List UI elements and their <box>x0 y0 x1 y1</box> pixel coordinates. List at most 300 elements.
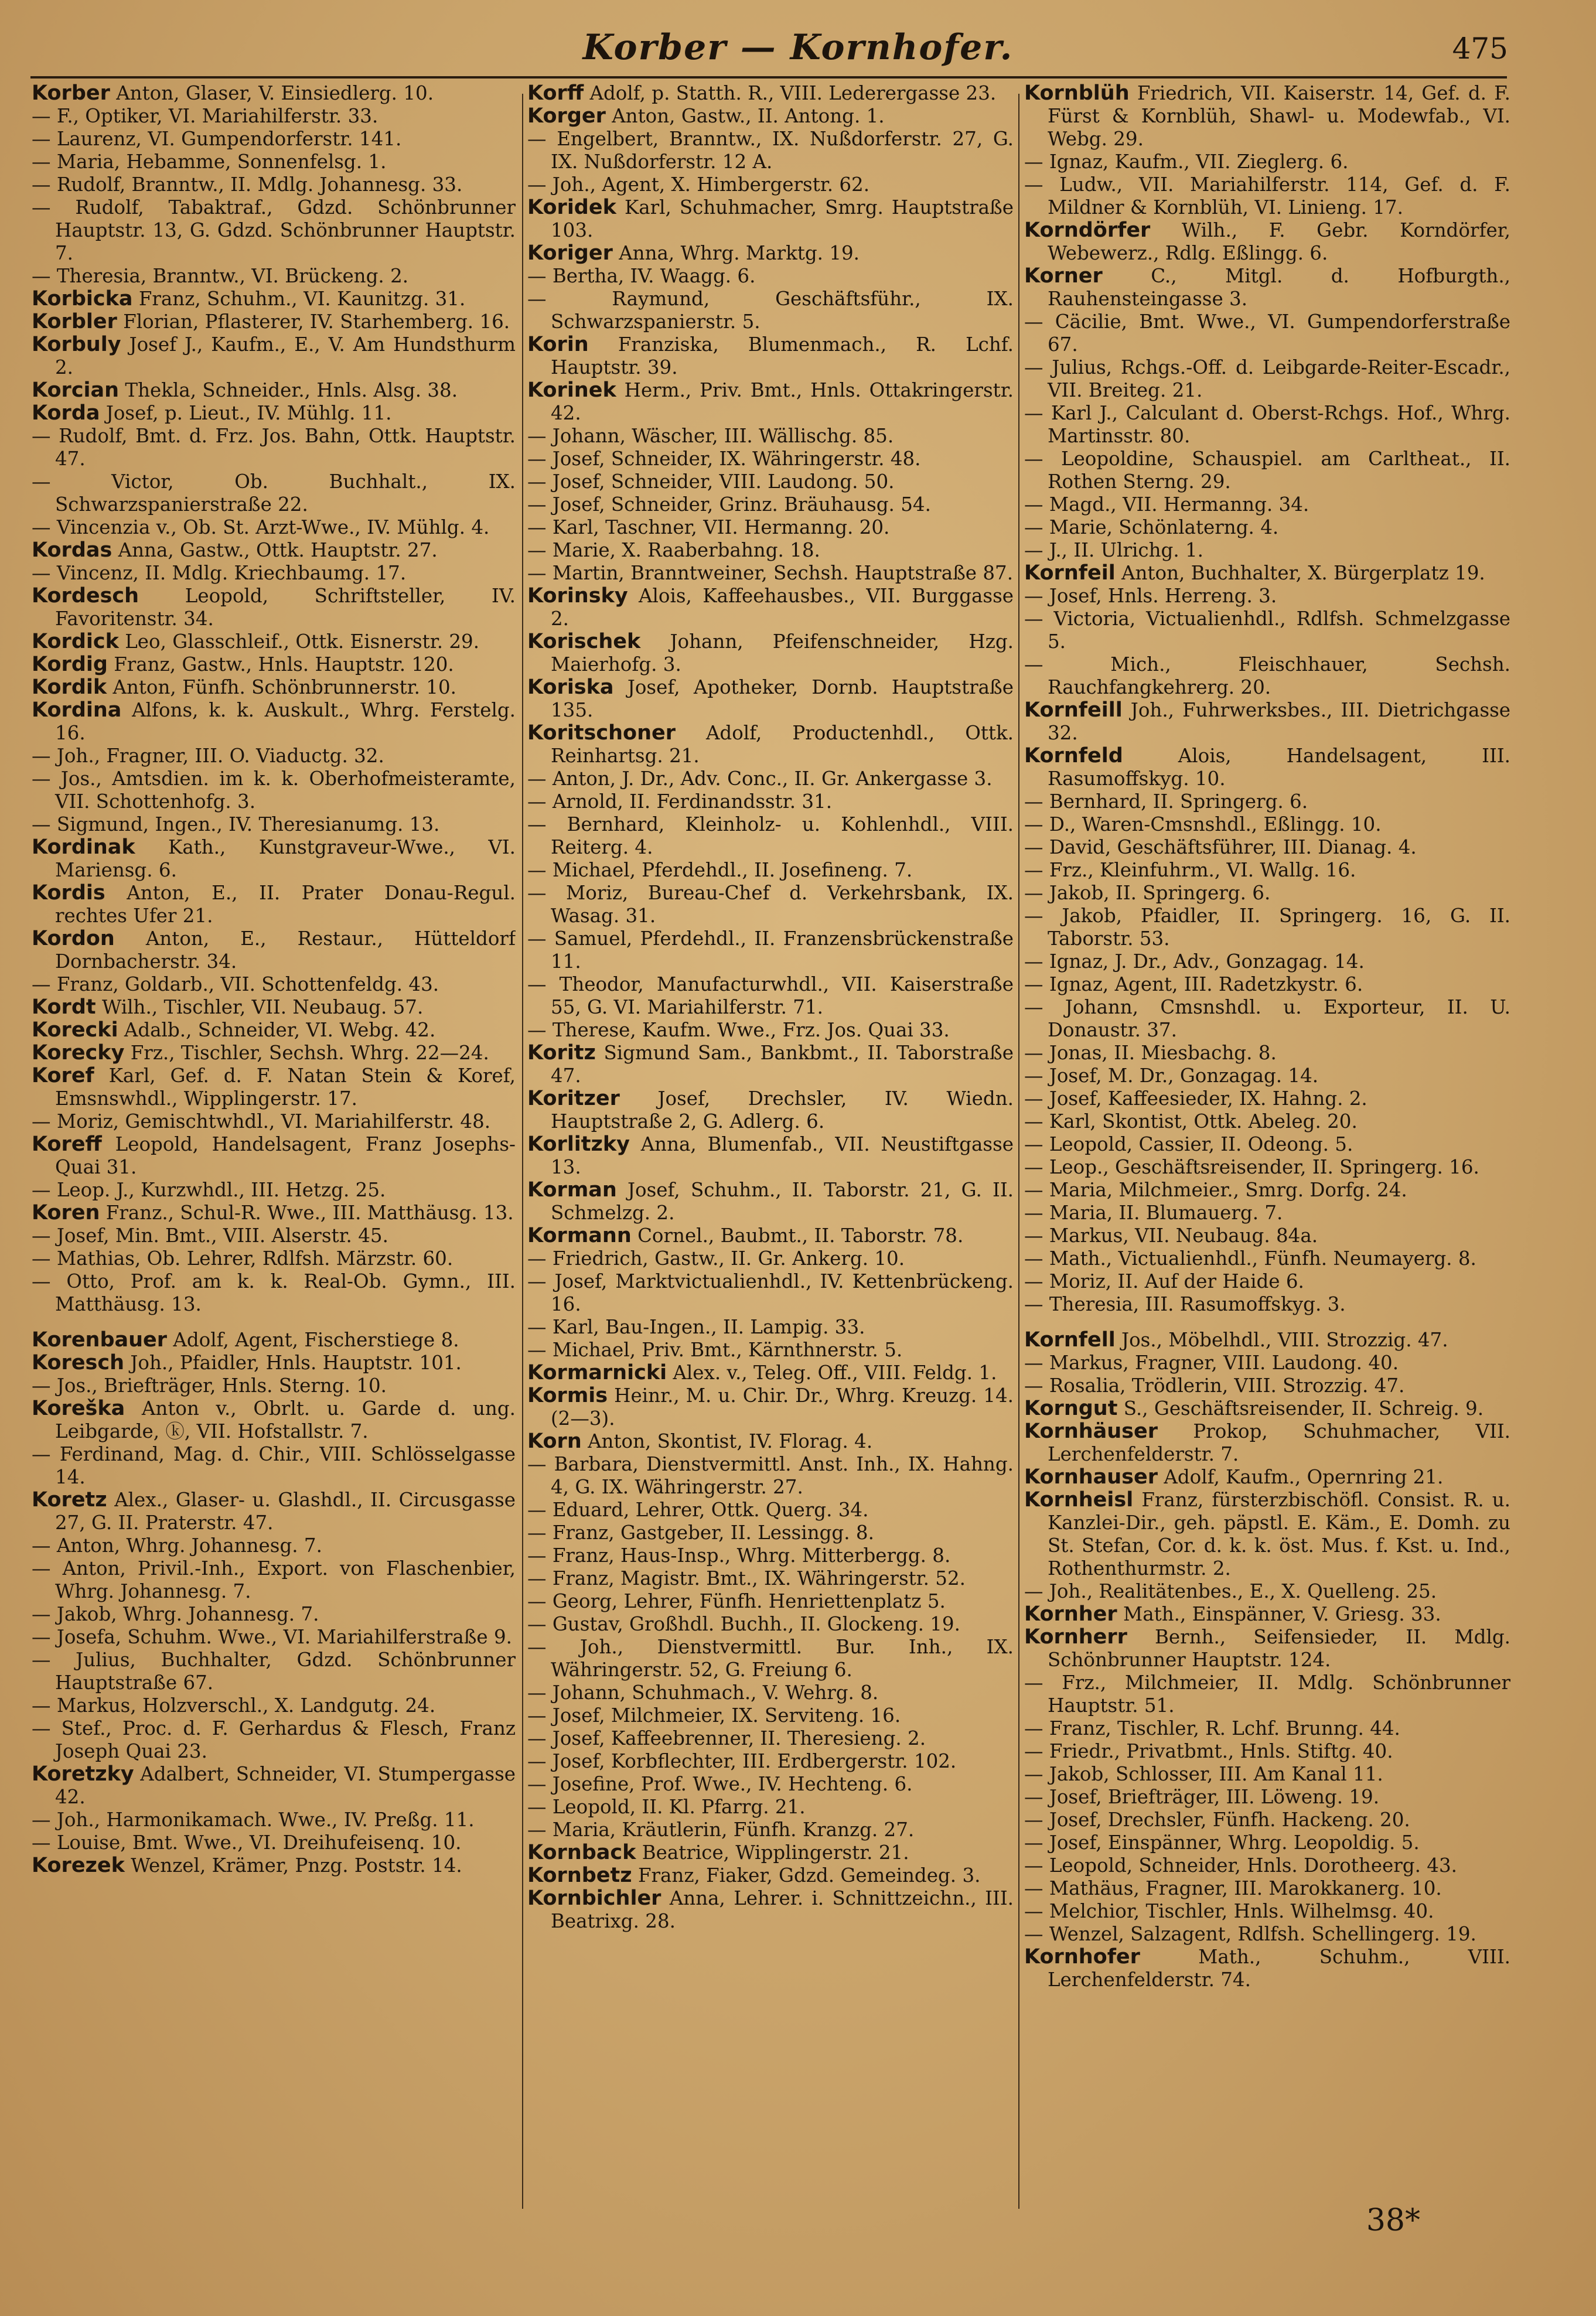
entry-text: — Melchior, Tischler, Hnls. Wilhelmsg. 40. <box>1024 1900 1434 1922</box>
entry-surname: Korecki <box>32 1018 118 1042</box>
directory-entry <box>32 1603 516 1626</box>
entry-text: — Sigmund, Ingen., IV. Theresianumg. 13. <box>32 813 440 835</box>
directory-entry <box>527 1430 1014 1453</box>
entry-text: — Jos., Amtsdien. im k. k. Oberhofmeisteramte, VII. Schottenhofg. 3. <box>32 768 516 813</box>
entry-text: — Victor, Ob. Buchhalt., IX. Schwarzspanierstraße 22. <box>32 470 516 516</box>
directory-entry <box>32 1374 516 1397</box>
entry-text: — Franz, Magistr. Bmt., IX. Währingerstr. 52. <box>527 1567 966 1590</box>
entry-surname: Korecky <box>32 1041 125 1065</box>
entry-text: — Laurenz, VI. Gumpendorferstr. 141. <box>32 128 402 150</box>
entry-surname: Koreška <box>32 1397 125 1420</box>
entry-text: — Joh., Fragner, III. O. Viaductg. 32. <box>32 745 384 767</box>
entry-text: S., Geschäftsreisender, II. Schreig. 9. <box>1117 1397 1484 1420</box>
directory-entry <box>527 288 1014 333</box>
entry-text: Karl, Gef. d. F. Natan Stein & Koref, Emsnswhdl., Wipplingerstr. 17. <box>55 1065 516 1110</box>
directory-entry <box>1024 1740 1510 1763</box>
column-divider <box>522 94 523 2209</box>
entry-surname: Korinsky <box>527 584 628 608</box>
directory-entry <box>1024 699 1510 745</box>
directory-entry <box>527 425 1014 448</box>
entry-text: — Frz., Milchmeier, II. Mdlg. Schönbrunner Hauptstr. 51. <box>1024 1672 1510 1717</box>
entry-text: — Rudolf, Bmt. d. Frz. Jos. Bahn, Ottk. Hauptstr. 47. <box>32 425 516 470</box>
directory-entry <box>32 379 516 402</box>
directory-entry <box>32 813 516 836</box>
directory-entry <box>527 1019 1014 1042</box>
entry-text: Math., Schuhm., VIII. Lerchenfelderstr. 74. <box>1048 1946 1510 1991</box>
entry-text: Leo, Glasschleif., Ottk. Eisnerstr. 29. <box>118 630 480 653</box>
entry-text: — Josef, Min. Bmt., VIII. Alserstr. 45. <box>32 1224 388 1247</box>
directory-entry <box>32 1042 516 1065</box>
directory-entry <box>32 539 516 562</box>
entry-text: Heinr., M. u. Chir. Dr., Whrg. Kreuzg. 14. (2—3). <box>551 1384 1014 1430</box>
entry-text: Anton, Buchhalter, X. Bürgerplatz 19. <box>1115 562 1485 584</box>
entry-text: — Friedrich, Gastw., II. Gr. Ankerg. 10. <box>527 1247 905 1270</box>
directory-entry <box>32 1270 516 1316</box>
directory-entry <box>32 1831 516 1854</box>
entry-text: Adalb., Schneider, VI. Webg. 42. <box>118 1019 436 1041</box>
directory-entry <box>1024 562 1510 585</box>
directory-entry <box>1024 1247 1510 1270</box>
entry-text: Franziska, Blumenmach., R. Lchf. Hauptstr. 39. <box>551 333 1014 378</box>
entry-surname: Korn <box>527 1430 582 1453</box>
entry-text: Wilh., F. Gebr. Korndörfer, Webewerz., Rdlg. Eßlingg. 6. <box>1048 219 1510 264</box>
directory-entry <box>1024 1133 1510 1156</box>
entry-text: — David, Geschäftsführer, III. Dianag. 4. <box>1024 836 1417 858</box>
entry-text: — Vincenzia v., Ob. St. Arzt-Wwe., IV. Mühlg. 4. <box>32 516 490 538</box>
entry-text: — Johann, Cmsnshdl. u. Exporteur, II. U. Donaustr. 37. <box>1024 996 1510 1041</box>
directory-entry <box>1024 1420 1510 1466</box>
directory-entry <box>1024 311 1510 356</box>
entry-text: — Joh., Realitätenbes., E., X. Quelleng. 25. <box>1024 1580 1437 1602</box>
entry-text: — Maria, Kräutlerin, Fünfh. Kranzg. 27. <box>527 1819 915 1841</box>
directory-entry <box>32 676 516 699</box>
directory-entry <box>1024 996 1510 1042</box>
entry-text: Bernh., Seifensieder, II. Mdlg. Schönbrunner Hauptstr. 124. <box>1048 1626 1510 1671</box>
directory-entry <box>527 128 1014 173</box>
directory-entry <box>1024 1466 1510 1489</box>
directory-entry <box>527 1704 1014 1727</box>
directory-entry <box>527 1841 1014 1864</box>
directory-entry <box>1024 813 1510 836</box>
entry-text: — Franz, Goldarb., VII. Schottenfeldg. 43. <box>32 973 439 995</box>
directory-entry <box>527 196 1014 242</box>
directory-entry <box>32 768 516 813</box>
entry-text: — Anton, J. Dr., Adv. Conc., II. Gr. Ankergasse 3. <box>527 768 993 790</box>
directory-column-1 <box>32 82 516 2221</box>
directory-entry <box>1024 585 1510 608</box>
entry-surname: Kordik <box>32 676 107 699</box>
directory-entry <box>1024 1763 1510 1786</box>
entry-text: — Johann, Wäscher, III. Wällischg. 85. <box>527 425 894 447</box>
entry-text: — Anton, Whrg. Johannesg. 7. <box>32 1534 322 1557</box>
entry-surname: Kordig <box>32 653 108 676</box>
entry-text: — Franz, Haus-Insp., Whrg. Mitterbergg. 8. <box>527 1544 951 1567</box>
directory-entry <box>527 1339 1014 1362</box>
directory-entry <box>32 1717 516 1763</box>
directory-entry <box>1024 1831 1510 1854</box>
directory-entry <box>1024 1603 1510 1626</box>
directory-entry <box>32 1649 516 1694</box>
entry-text: — Theresia, III. Rasumoffskyg. 3. <box>1024 1293 1346 1315</box>
entry-text: Anton, Gastw., II. Antong. 1. <box>605 105 885 127</box>
directory-entry <box>32 1557 516 1603</box>
entry-text: — Karl J., Calculant d. Oberst-Rchgs. Hof., Whrg. Martinsstr. 80. <box>1024 402 1510 447</box>
entry-text: — Ludw., VII. Mariahilferstr. 114, Gef. d. F. Mildner & Kornblüh, VI. Linieng. 17. <box>1024 173 1510 219</box>
directory-entry <box>1024 882 1510 905</box>
entry-text: Johann, Pfeifenschneider, Hzg. Maierhofg. 3. <box>551 630 1014 676</box>
entry-surname: Kornhofer <box>1024 1945 1140 1969</box>
entry-text: — Wenzel, Salzagent, Rdlfsh. Schellingerg. 19. <box>1024 1923 1476 1945</box>
directory-entry <box>527 859 1014 882</box>
entry-surname: Korezek <box>32 1854 125 1877</box>
entry-text: Alois, Handelsagent, III. Rasumoffskyg. 10. <box>1048 745 1510 790</box>
directory-entry <box>32 927 516 973</box>
directory-entry <box>32 1489 516 1534</box>
entry-text: — Julius, Buchhalter, Gdzd. Schönbrunner Hauptstraße 67. <box>32 1649 516 1694</box>
directory-entry <box>32 470 516 516</box>
directory-entry <box>32 82 516 105</box>
entry-text: — Markus, Holzverschl., X. Landgutg. 24. <box>32 1694 436 1717</box>
entry-text: — Michael, Priv. Bmt., Kärnthnerstr. 5. <box>527 1339 903 1361</box>
entry-surname: Korff <box>527 82 584 105</box>
directory-entry <box>527 333 1014 379</box>
entry-text: — Engelbert, Branntw., IX. Nußdorferstr. 27, G. IX. Nußdorferstr. 12 A. <box>527 128 1014 173</box>
directory-entry <box>1024 516 1510 539</box>
directory-entry <box>32 1626 516 1649</box>
entry-text: — Joh., Dienstvermittl. Bur. Inh., IX. Währingerstr. 52, G. Freiung 6. <box>527 1636 1014 1681</box>
entry-text: Josef, Drechsler, IV. Wiedn. Hauptstraße 2, G. Adlerg. 6. <box>551 1087 1014 1133</box>
directory-entry <box>527 722 1014 768</box>
entry-text: — Joh., Agent, X. Himbergerstr. 62. <box>527 173 870 196</box>
entry-text: Adolf, p. Statth. R., VIII. Lederergasse 23. <box>584 82 997 104</box>
directory-entry <box>1024 1329 1510 1352</box>
directory-entry <box>1024 265 1510 311</box>
directory-entry <box>527 1544 1014 1567</box>
entry-surname: Kordt <box>32 995 96 1019</box>
entry-surname: Korger <box>527 104 606 128</box>
directory-entry <box>527 493 1014 516</box>
directory-entry <box>1024 1923 1510 1946</box>
entry-text: — Josef, M. Dr., Gonzagag. 14. <box>1024 1065 1319 1087</box>
directory-entry <box>1024 859 1510 882</box>
entry-text: — Mathias, Ob. Lehrer, Rdlfsh. Märzstr. 60. <box>32 1247 453 1270</box>
entry-text: Florian, Pflasterer, IV. Starhemberg. 16. <box>117 311 510 333</box>
entry-text: Franz, Fiaker, Gdzd. Gemeindeg. 3. <box>632 1864 981 1887</box>
entry-text: — Josef, Hnls. Herreng. 3. <box>1024 585 1277 607</box>
directory-entry <box>1024 493 1510 516</box>
entry-text: — Josefa, Schuhm. Wwe., VI. Mariahilferstraße 9. <box>32 1626 512 1648</box>
entry-text: — Karl, Skontist, Ottk. Abeleg. 20. <box>1024 1110 1358 1133</box>
entry-text: — Leopold, Schneider, Hnls. Dorotheerg. 43. <box>1024 1854 1457 1877</box>
directory-entry <box>1024 1065 1510 1087</box>
directory-entry <box>32 1329 516 1352</box>
directory-entry <box>1024 151 1510 173</box>
entry-text: — Leopold, II. Kl. Pfarrg. 21. <box>527 1796 806 1818</box>
directory-entry <box>32 653 516 676</box>
directory-entry <box>527 1567 1014 1590</box>
entry-surname: Kornhäuser <box>1024 1420 1158 1443</box>
directory-entry <box>32 1224 516 1247</box>
directory-entry <box>1024 1854 1510 1877</box>
entry-text: — Johann, Schuhmach., V. Wehrg. 8. <box>527 1681 879 1704</box>
entry-text: — Karl, Bau-Ingen., II. Lampig. 33. <box>527 1316 865 1338</box>
entry-surname: Kornherr <box>1024 1625 1127 1649</box>
entry-text: — Cäcilie, Bmt. Wwe., VI. Gumpendorferstraße 67. <box>1024 311 1510 356</box>
entry-text: Anna, Gastw., Ottk. Hauptstr. 27. <box>112 539 438 561</box>
entry-text: — Otto, Prof. am k. k. Real-Ob. Gymn., III. Matthäusg. 13. <box>32 1270 516 1315</box>
directory-entry <box>32 1763 516 1809</box>
entry-text: — Rosalia, Trödlerin, VIII. Strozzig. 47. <box>1024 1374 1405 1397</box>
entry-surname: Kormann <box>527 1224 632 1247</box>
directory-entry <box>527 813 1014 859</box>
entry-text: — F., Optiker, VI. Mariahilferstr. 33. <box>32 105 378 127</box>
entry-text: Sigmund Sam., Bankbmt., II. Taborstraße 47. <box>551 1042 1014 1087</box>
entry-text: — Josef, Drechsler, Fünfh. Hackeng. 20. <box>1024 1809 1410 1831</box>
entry-surname: Koriska <box>527 676 614 699</box>
entry-surname: Koresch <box>32 1351 125 1374</box>
column-divider <box>1018 94 1019 2209</box>
entry-text: — Karl, Taschner, VII. Hermanng. 20. <box>527 516 890 538</box>
directory-entry <box>527 562 1014 585</box>
directory-entry <box>527 1613 1014 1636</box>
entry-text: Anton, Skontist, IV. Florag. 4. <box>581 1430 873 1452</box>
entry-text: — Victoria, Victualienhdl., Rdlfsh. Schmelzgasse 5. <box>1024 608 1510 653</box>
entry-surname: Koreff <box>32 1133 102 1156</box>
directory-entry <box>527 539 1014 562</box>
entry-surname: Kordesch <box>32 584 139 608</box>
entry-surname: Korlitzky <box>527 1133 630 1156</box>
directory-entry <box>32 630 516 653</box>
entry-text: Beatrice, Wipplingerstr. 21. <box>636 1841 909 1864</box>
entry-text: — Bernhard, Kleinholz- u. Kohlenhdl., VIII. Reiterg. 4. <box>527 813 1014 858</box>
entry-text: — Barbara, Dienstvermittl. Anst. Inh., IX. Hahng. 4, G. IX. Währingerstr. 27. <box>527 1453 1014 1498</box>
entry-text: Alex. v., Teleg. Off., VIII. Feldg. 1. <box>667 1362 997 1384</box>
entry-text: Joh., Pfaidler, Hnls. Hauptstr. 101. <box>124 1352 462 1374</box>
entry-surname: Koritschoner <box>527 721 676 745</box>
directory-entry <box>32 516 516 539</box>
directory-entry <box>527 882 1014 927</box>
entry-text: Joh., Fuhrwerksbes., III. Dietrichgasse 32. <box>1048 699 1510 744</box>
entry-surname: Kornback <box>527 1841 636 1864</box>
entry-text: Wilh., Tischler, VII. Neubaug. 57. <box>96 996 424 1018</box>
directory-entry <box>1024 1626 1510 1672</box>
entry-surname: Kornhauser <box>1024 1465 1158 1489</box>
directory-entry <box>527 768 1014 790</box>
entry-surname: Korenbauer <box>32 1328 168 1352</box>
entry-text: — Marie, Schönlaterng. 4. <box>1024 516 1279 538</box>
entry-text: — Josef, Briefträger, III. Löweng. 19. <box>1024 1786 1380 1808</box>
entry-text: — Theodor, Manufacturwhdl., VII. Kaiserstraße 55, G. VI. Mariahilferstr. 71. <box>527 973 1014 1018</box>
entry-text: — Josef, Einspänner, Whrg. Leopoldig. 5. <box>1024 1831 1420 1854</box>
directory-entry <box>32 1202 516 1224</box>
entry-surname: Koritzer <box>527 1087 620 1110</box>
entry-text: — Bertha, IV. Waagg. 6. <box>527 265 756 287</box>
directory-entry <box>527 1887 1014 1933</box>
directory-entry <box>1024 173 1510 219</box>
entry-text: — Franz, Tischler, R. Lchf. Brunng. 44. <box>1024 1717 1400 1739</box>
directory-entry <box>32 288 516 311</box>
entry-surname: Koren <box>32 1201 100 1224</box>
entry-text: — D., Waren-Cmsnshdl., Eßlingg. 10. <box>1024 813 1382 835</box>
entry-surname: Koretz <box>32 1488 107 1512</box>
directory-entry <box>1024 1672 1510 1717</box>
entry-text: Frz., Tischler, Sechsh. Whrg. 22—24. <box>124 1042 489 1064</box>
directory-entry <box>527 1042 1014 1087</box>
directory-entry <box>527 1453 1014 1499</box>
entry-text: — Louise, Bmt. Wwe., VI. Dreihufeisenq. 10. <box>32 1831 462 1854</box>
entry-text: — Mich., Fleischhauer, Sechsh. Rauchfangkehrerg. 20. <box>1024 653 1510 698</box>
page-title: Korber — Kornhofer. <box>582 27 1014 68</box>
entry-text: — Therese, Kaufm. Wwe., Frz. Jos. Quai 33. <box>527 1019 950 1041</box>
directory-entry <box>1024 1270 1510 1293</box>
directory-entry <box>527 927 1014 973</box>
entry-surname: Kornblüh <box>1024 82 1130 105</box>
directory-entry <box>1024 1397 1510 1420</box>
entry-surname: Kornfeill <box>1024 698 1123 722</box>
entry-text: Josef, Apotheker, Dornb. Hauptstraße 135. <box>551 676 1014 721</box>
entry-text: — Josef, Schneider, Grinz. Bräuhausg. 54. <box>527 493 931 516</box>
directory-entry <box>1024 356 1510 402</box>
directory-entry <box>32 973 516 996</box>
entry-text: — Magd., VII. Hermanng. 34. <box>1024 493 1309 516</box>
directory-entry <box>527 1087 1014 1133</box>
directory-entry <box>1024 836 1510 859</box>
directory-entry <box>32 996 516 1019</box>
directory-entry <box>32 402 516 425</box>
directory-entry <box>1024 1156 1510 1179</box>
entry-text: Anna, Whrg. Marktg. 19. <box>612 242 860 264</box>
entry-text: — Josef, Kaffeesieder, IX. Hahng. 2. <box>1024 1087 1367 1110</box>
directory-entry <box>32 1443 516 1489</box>
entry-text: — Mathäus, Fragner, III. Marokkanerg. 10. <box>1024 1877 1442 1899</box>
entry-text: Cornel., Baubmt., II. Taborstr. 78. <box>631 1224 964 1247</box>
signature-mark: 38* <box>1366 2203 1420 2238</box>
directory-entry <box>32 105 516 128</box>
entry-surname: Korcian <box>32 378 120 402</box>
directory-entry <box>1024 745 1510 790</box>
entry-text: Friedrich, VII. Kaiserstr. 14, Gef. d. F. Fürst & Kornblüh, Shawl- u. Modewfab., VI. Webg. 29. <box>1048 82 1510 150</box>
entry-surname: Korndörfer <box>1024 219 1151 242</box>
directory-entry <box>32 1854 516 1877</box>
entry-text: Franz, fürsterzbischöfl. Consist. R. u. Kanzlei-Dir., geh. päpstl. E. Käm., E. Domh. zu St. Stefan, Cor. d. k. k. öst. Mus. f. Kst. u. Ind., Rothenthurmstr. 2. <box>1048 1489 1510 1580</box>
directory-entry <box>1024 608 1510 653</box>
directory-entry <box>527 1499 1014 1522</box>
directory-entry <box>1024 1110 1510 1133</box>
directory-entry <box>32 1809 516 1831</box>
entry-text: — Friedr., Privatbmt., Hnls. Stiftg. 40. <box>1024 1740 1393 1762</box>
directory-entry <box>1024 1293 1510 1316</box>
entry-text: Jos., Möbelhdl., VIII. Strozzig. 47. <box>1115 1329 1448 1351</box>
entry-text: — J., II. Ulrichg. 1. <box>1024 539 1203 561</box>
directory-column-2 <box>527 82 1014 2221</box>
entry-surname: Kordinak <box>32 835 135 859</box>
directory-entry <box>1024 1489 1510 1580</box>
directory-entry <box>1024 1946 1510 1991</box>
entry-text: — Markus, Fragner, VIII. Laudong. 40. <box>1024 1352 1399 1374</box>
directory-entry <box>1024 1374 1510 1397</box>
directory-entry <box>32 311 516 333</box>
entry-text: Alfons, k. k. Auskult., Whrg. Ferstelg. 16. <box>55 699 516 744</box>
entry-text: Wenzel, Krämer, Pnzg. Poststr. 14. <box>124 1854 462 1877</box>
entry-text: Thekla, Schneider., Hnls. Alsg. 38. <box>119 379 458 401</box>
entry-surname: Koriger <box>527 241 613 265</box>
entry-surname: Korngut <box>1024 1397 1118 1420</box>
directory-entry <box>527 1819 1014 1841</box>
entry-text: — Maria, II. Blumauerg. 7. <box>1024 1202 1283 1224</box>
directory-entry <box>1024 1042 1510 1065</box>
entry-surname: Kordina <box>32 698 122 722</box>
directory-entry <box>527 379 1014 425</box>
directory-entry <box>32 882 516 927</box>
directory-entry <box>32 265 516 288</box>
entry-surname: Korin <box>527 333 589 356</box>
directory-entry <box>527 105 1014 128</box>
entry-text: — Moriz, Gemischtwhdl., VI. Mariahilferstr. 48. <box>32 1110 491 1133</box>
entry-surname: Kornheisl <box>1024 1488 1134 1512</box>
directory-entry <box>527 1224 1014 1247</box>
directory-entry <box>32 1247 516 1270</box>
entry-text: Leopold, Handelsagent, Franz Josephs-Quai 31. <box>55 1133 516 1178</box>
entry-text: — Martin, Branntweiner, Sechsh. Hauptstraße 87. <box>527 562 1014 584</box>
directory-entry <box>527 173 1014 196</box>
entry-text: — Arnold, II. Ferdinandsstr. 31. <box>527 790 833 813</box>
entry-surname: Korinek <box>527 378 616 402</box>
directory-entry <box>527 973 1014 1019</box>
directory-entry <box>1024 905 1510 950</box>
entry-surname: Koretzky <box>32 1762 134 1786</box>
directory-entry <box>527 1727 1014 1750</box>
entry-text: — Rudolf, Tabaktraf., Gdzd. Schönbrunner Hauptstr. 13, G. Gdzd. Schönbrunner Hauptstr. 7. <box>32 196 516 264</box>
directory-entry <box>527 1681 1014 1704</box>
entry-text: — Jonas, II. Miesbachg. 8. <box>1024 1042 1277 1064</box>
entry-text: — Gustav, Großhdl. Buchh., II. Glockeng. 19. <box>527 1613 960 1635</box>
directory-entry <box>1024 1352 1510 1374</box>
entry-text: Franz., Schul-R. Wwe., III. Matthäusg. 13. <box>100 1202 514 1224</box>
entry-text: Franz, Gastw., Hnls. Hauptstr. 120. <box>107 653 454 676</box>
entry-text: — Maria, Milchmeier., Smrg. Dorfg. 24. <box>1024 1179 1407 1201</box>
entry-text: — Maria, Hebamme, Sonnenfelsg. 1. <box>32 151 387 173</box>
directory-entry <box>1024 950 1510 973</box>
directory-entry <box>1024 1900 1510 1923</box>
entry-surname: Korda <box>32 401 100 425</box>
entry-text: — Moriz, Bureau-Chef d. Verkehrsbank, IX. Wasag. 31. <box>527 882 1014 927</box>
entry-text: Anna, Lehrer. i. Schnittzeichn., III. Beatrixg. 28. <box>551 1887 1014 1932</box>
entry-surname: Kornfeld <box>1024 744 1123 768</box>
directory-entry <box>527 1864 1014 1887</box>
entry-text: — Leopold, Cassier, II. Odeong. 5. <box>1024 1133 1353 1155</box>
directory-entry <box>32 128 516 151</box>
entry-text: — Stef., Proc. d. F. Gerhardus & Flesch, Franz Joseph Quai 23. <box>32 1717 516 1762</box>
directory-entry <box>527 1316 1014 1339</box>
entry-text: — Bernhard, II. Springerg. 6. <box>1024 790 1308 813</box>
directory-entry <box>32 1065 516 1110</box>
directory-entry <box>32 1534 516 1557</box>
directory-entry <box>1024 790 1510 813</box>
directory-entry <box>527 1179 1014 1224</box>
entry-text: — Josef, Korbflechter, III. Erdbergerstr. 102. <box>527 1750 957 1772</box>
page-header <box>0 0 1596 88</box>
directory-entry <box>527 1796 1014 1819</box>
directory-entry <box>527 1750 1014 1773</box>
directory-entry <box>1024 402 1510 448</box>
directory-entry <box>32 1133 516 1179</box>
directory-entry <box>32 1110 516 1133</box>
directory-entry <box>1024 539 1510 562</box>
directory-entry <box>32 1397 516 1443</box>
directory-entry <box>32 585 516 630</box>
directory-entry <box>32 425 516 470</box>
entry-text: — Anton, Privil.-Inh., Export. von Flaschenbier, Whrg. Johannesg. 7. <box>32 1557 516 1602</box>
